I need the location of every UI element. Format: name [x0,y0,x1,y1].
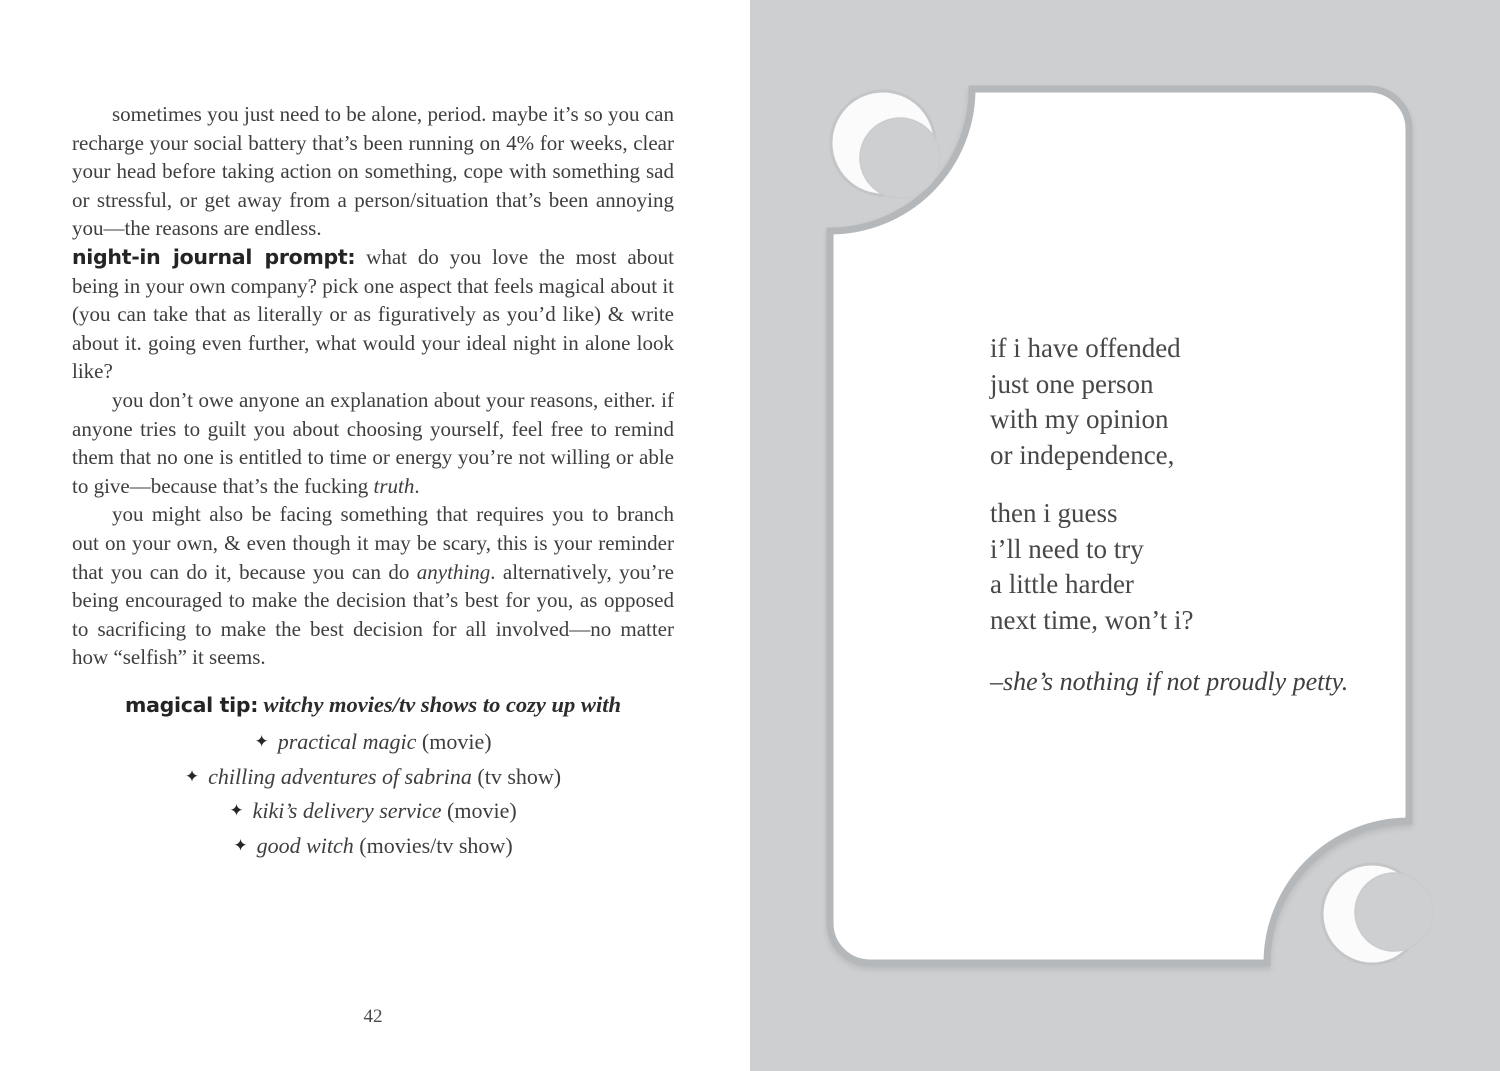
paragraph-branch-end: . alternatively, you’re being encouraged to make the decision that’s best for you, as opposed to sacrificing to make the best decision for all involved—no matter how “selfish” it seems. [72,559,674,670]
journal-prompt-text: what do you love the most about being in your own company? pick one aspect that feels magical about it (you can take that as literally or as figuratively as you’d like) & write about it. going even further, what would your ideal night in alone look like? [72,244,674,384]
page-number: 42 [363,1006,383,1027]
star-bullet-icon: ✦ [229,801,244,822]
poem-line: then i guess [990,498,1118,528]
right-page [750,0,1500,1071]
magical-tip-heading [72,690,674,720]
tip-list-item [72,761,674,796]
paragraph-branch [72,500,674,672]
poem-stanza-2 [990,496,1348,638]
star-bullet-icon: ✦ [184,766,200,787]
paragraph-branch-text: you might also be facing something that requires you to branch out on your own, & even though it may be scary, this is your reminder that you can do it, because you can do [72,502,674,584]
paragraph-owe [72,386,674,500]
poem-line: if i have offended [990,333,1181,363]
poem-line: with my opinion [990,404,1169,434]
paragraph-branch-emphasis: anything [416,559,491,584]
tip-item-note: (movie) [447,798,517,824]
tip-list-item [72,726,674,761]
poem-line: a little harder [990,569,1134,599]
crescent-moon-top-icon [831,91,940,198]
star-bullet-icon: ✦ [233,835,248,856]
poem-stanza-1 [990,331,1348,473]
tip-list-item [72,795,674,830]
tip-item-title: good witch [256,832,354,858]
poem-line: next time, won’t i? [990,604,1194,635]
magical-tip-section [72,690,674,865]
poem-line: or independence, [990,439,1175,470]
poem [990,331,1348,700]
tip-item-title: practical magic [277,728,417,754]
tip-list-item [72,830,674,865]
crescent-moon-bottom-icon [1322,864,1433,964]
poem-line: i’ll need to try [990,533,1144,564]
journal-prompt-label: night-in journal prompt: [72,244,356,269]
tip-item-note: (movies/tv show) [359,832,513,858]
tip-item-title: chilling adventures of sabrina [208,763,472,789]
magical-tip-label: magical tip: [125,692,259,717]
star-bullet-icon: ✦ [254,731,269,752]
tip-item-title: kiki’s delivery service [252,798,442,824]
paragraph-owe-text: you don’t owe anyone an explanation about your reasons, either. if anyone tries to guilt you about choosing yourself, feel free to remind them that no one is entitled to time or energy you’re not willing or able to give—because that’s the fucking [72,387,674,498]
paragraph-alone: sometimes you just need to be alone, period. maybe it’s so you can recharge your social battery that’s been running on 4% for weeks, clear your head before taking action on something, cope with something sad or stressful, or get away from a person/situation that’s been annoying you—the reasons are endless. [72,102,674,241]
paragraph-journal-prompt [72,243,674,386]
tip-item-note: (tv show) [477,763,562,789]
poem-line: just one person [990,368,1154,399]
magical-tip-title: witchy movies/tv shows to cozy up with [263,691,621,717]
magical-tip-list [72,726,674,865]
paragraph-owe-emphasis: truth [373,473,415,498]
paragraph-owe-end: . [414,473,420,498]
tip-item-note: (movie) [421,728,492,754]
poem-attribution: –she’s nothing if not proudly petty. [990,667,1349,696]
left-page-text-column [72,100,674,865]
